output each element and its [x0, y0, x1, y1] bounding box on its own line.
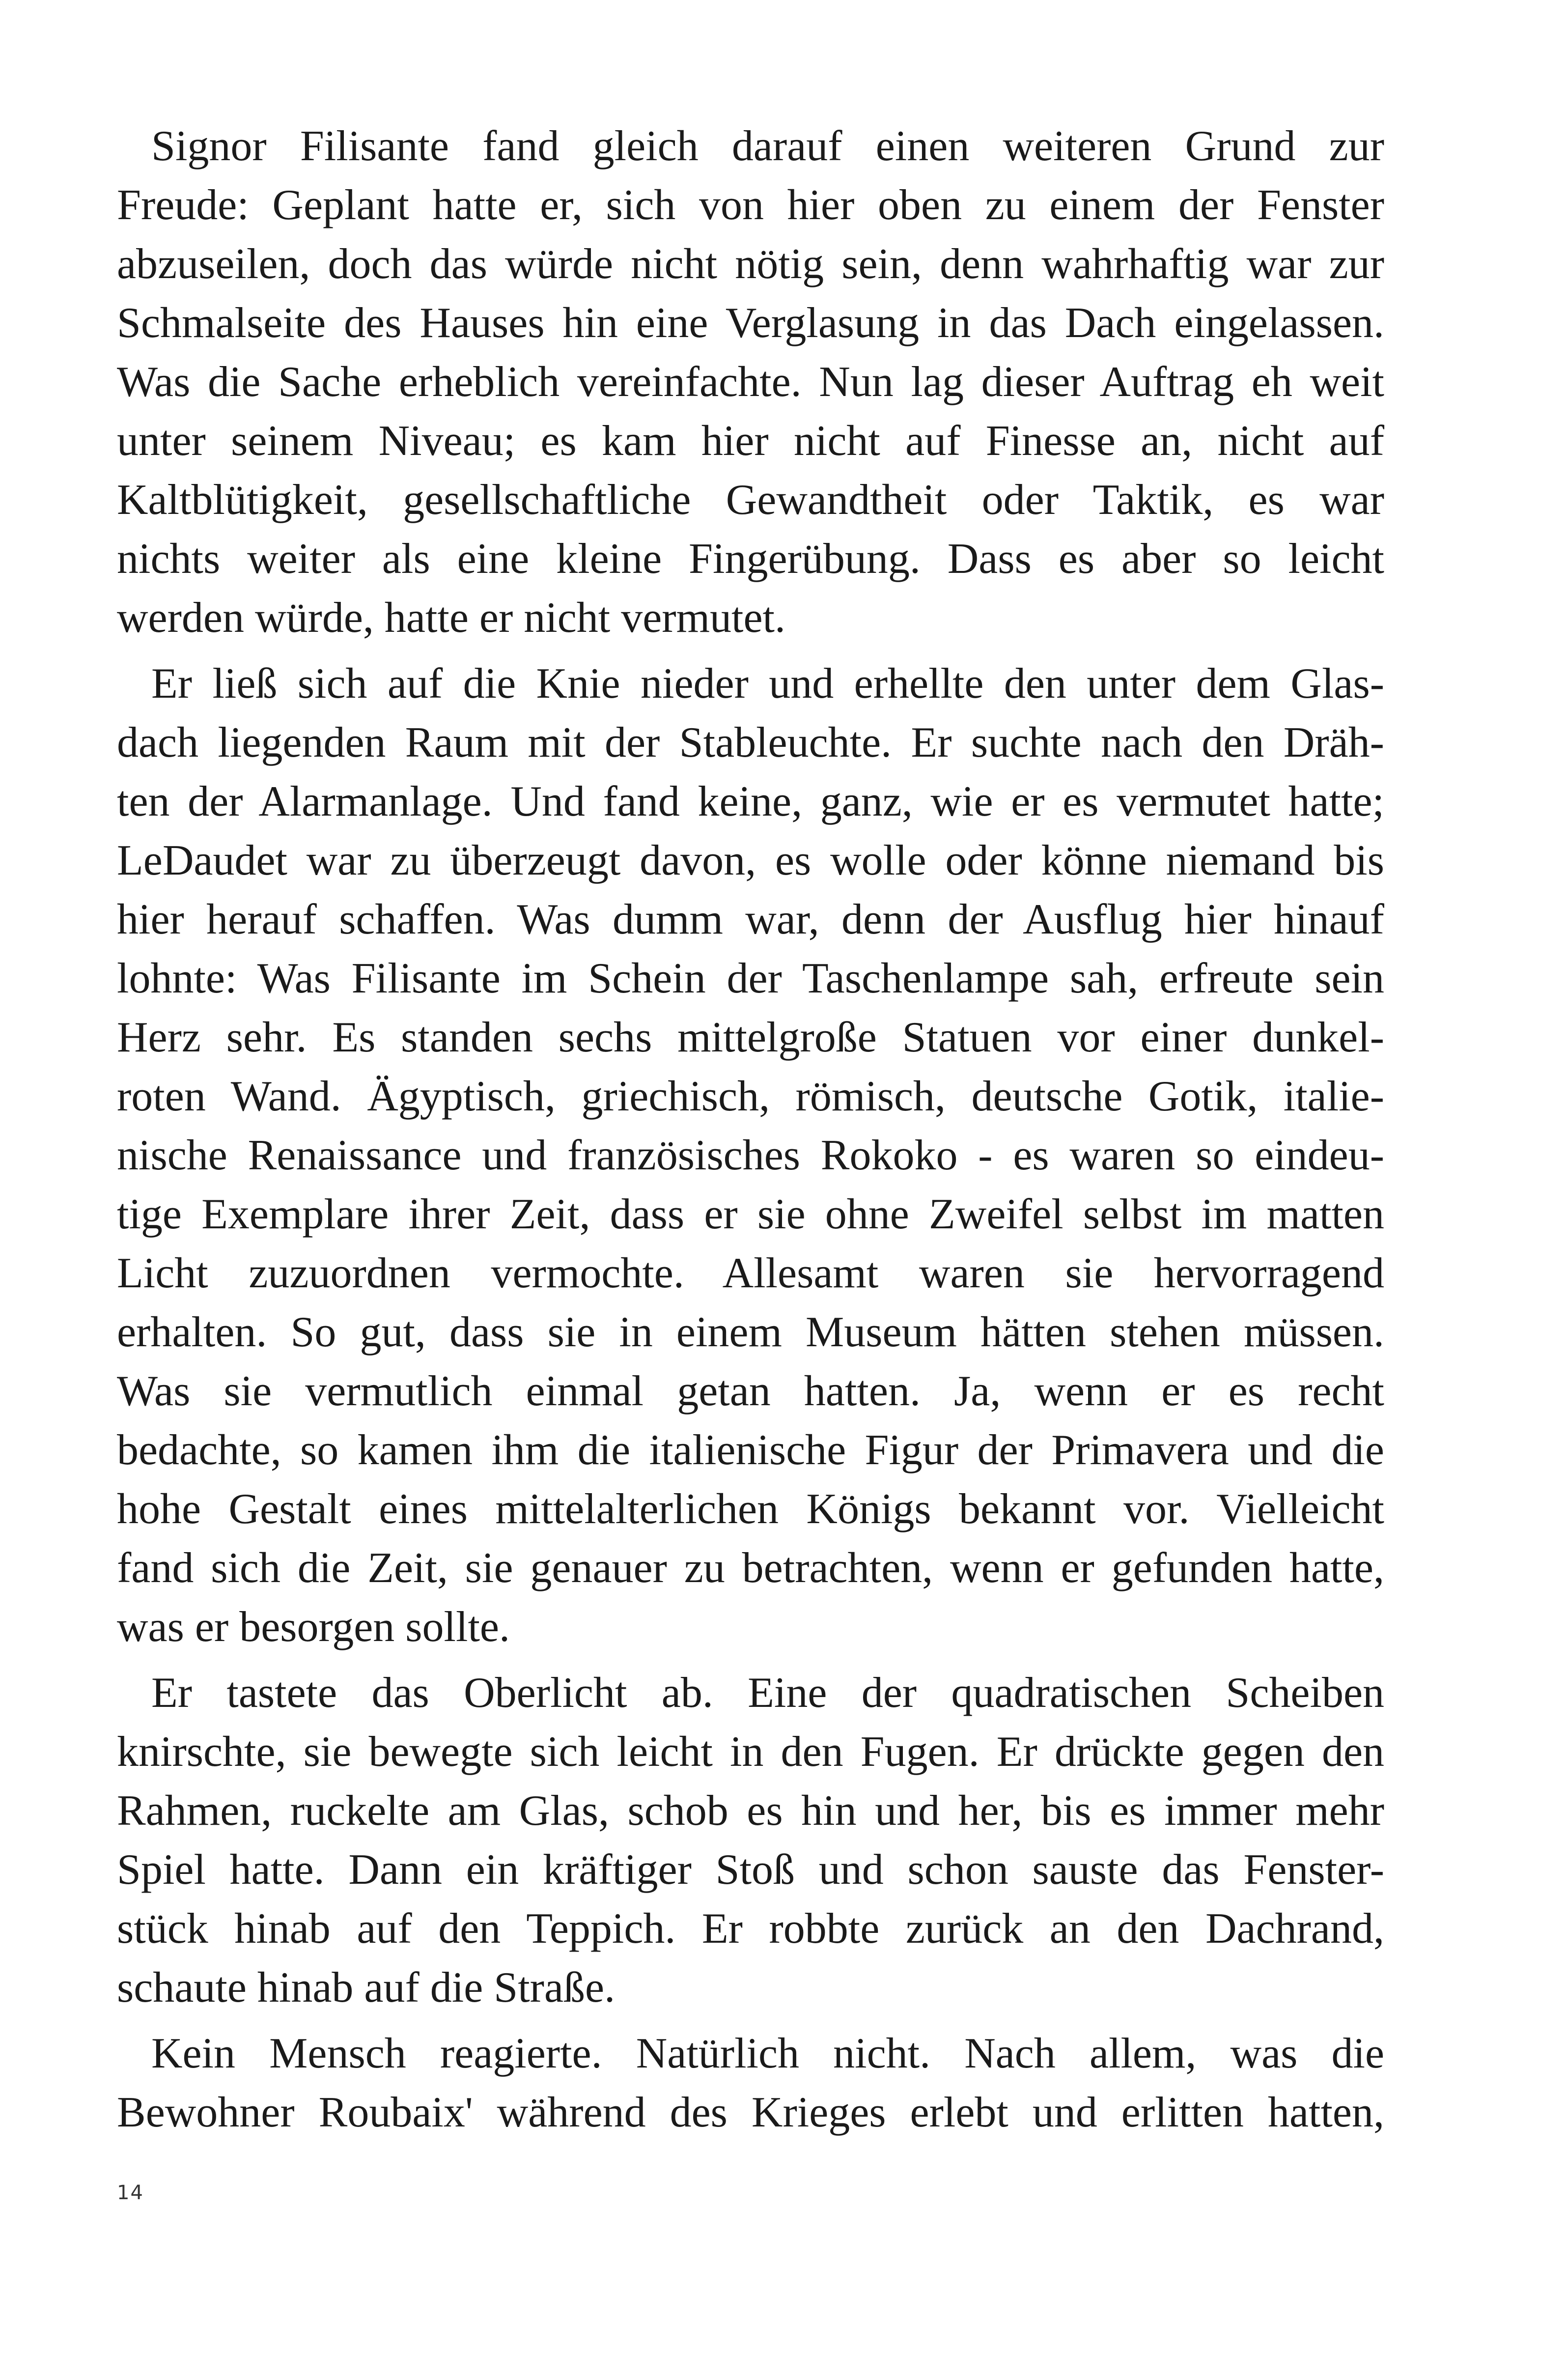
text-line: Signor Filisante fand gleich darauf einen weiteren Grund zur [151, 122, 1384, 170]
text-line: Bewohner Roubaix' während des Krieges erlebt und erlitten hatten, [117, 2089, 1384, 2136]
text-line: ten der Alarmanlage. Und fand keine, ganz, wie er es vermutet hatte; [117, 778, 1384, 825]
text-line: unter seinem Niveau; es kam hier nicht auf Finesse an, nicht auf [117, 417, 1384, 465]
text-line: nische Renaissance und französisches Rokoko - es waren so eindeu- [117, 1132, 1384, 1179]
text-line: abzuseilen, doch das würde nicht nötig sein, denn wahrhaftig war zur [117, 240, 1384, 288]
page-number: 14 [117, 2182, 144, 2204]
text-line: was er besorgen sollte. [117, 1603, 510, 1651]
text-line: fand sich die Zeit, sie genauer zu betrachten, wenn er gefunden hatte, [117, 1544, 1384, 1592]
text-line: werden würde, hatte er nicht vermutet. [117, 594, 785, 642]
text-line: Licht zuzuordnen vermochte. Allesamt waren sie hervorragend [117, 1249, 1384, 1297]
text-line: nichts weiter als eine kleine Fingerübung. Dass es aber so leicht [117, 535, 1384, 583]
text-line: erhalten. So gut, dass sie in einem Museum hätten stehen müssen. [117, 1308, 1384, 1356]
text-line: tige Exemplare ihrer Zeit, dass er sie ohne Zweifel selbst im matten [117, 1190, 1384, 1238]
paragraph [117, 654, 1384, 1657]
text-line: Rahmen, ruckelte am Glas, schob es hin und her, bis es immer mehr [117, 1787, 1384, 1835]
text-line: Er tastete das Oberlicht ab. Eine der quadratischen Scheiben [151, 1669, 1384, 1717]
text-line: Was die Sache erheblich vereinfachte. Nun lag dieser Auftrag eh weit [117, 358, 1384, 406]
text-line: Was sie vermutlich einmal getan hatten. Ja, wenn er es recht [117, 1367, 1384, 1415]
text-line: LeDaudet war zu überzeugt davon, es wolle oder könne niemand bis [117, 837, 1384, 884]
text-line: schaute hinab auf die Straße. [117, 1964, 616, 2012]
text-line: Kein Mensch reagierte. Natürlich nicht. Nach allem, was die [151, 2030, 1384, 2077]
body-text [117, 117, 1384, 2142]
text-line: Spiel hatte. Dann ein kräftiger Stoß und schon sauste das Fenster- [117, 1846, 1384, 1894]
text-line: hohe Gestalt eines mittelalterlichen Königs bekannt vor. Vielleicht [117, 1485, 1384, 1533]
text-line: dach liegenden Raum mit der Stableuchte. Er suchte nach den Dräh- [117, 719, 1384, 766]
paragraph [117, 1664, 1384, 2017]
text-line: stück hinab auf den Teppich. Er robbte zurück an den Dachrand, [117, 1905, 1384, 1953]
text-line: Schmalseite des Hauses hin eine Verglasung in das Dach eingelassen. [117, 299, 1384, 347]
text-line: roten Wand. Ägyptisch, griechisch, römisch, deutsche Gotik, italie- [117, 1073, 1384, 1120]
text-line: Kaltblütigkeit, gesellschaftliche Gewandtheit oder Taktik, es war [117, 476, 1384, 524]
paragraph [117, 2024, 1384, 2142]
text-line: bedachte, so kamen ihm die italienische Figur der Primavera und die [117, 1426, 1384, 1474]
text-line: hier herauf schaffen. Was dumm war, denn der Ausflug hier hinauf [117, 896, 1384, 943]
text-line: Er ließ sich auf die Knie nieder und erhellte den unter dem Glas- [151, 660, 1384, 708]
text-line: Freude: Geplant hatte er, sich von hier oben zu einem der Fenster [117, 181, 1384, 229]
paragraph [117, 117, 1384, 648]
text-line: knirschte, sie bewegte sich leicht in den Fugen. Er drückte gegen den [117, 1728, 1384, 1776]
text-line: lohnte: Was Filisante im Schein der Taschenlampe sah, erfreute sein [117, 955, 1384, 1002]
text-line: Herz sehr. Es standen sechs mittelgroße Statuen vor einer dunkel- [117, 1014, 1384, 1061]
